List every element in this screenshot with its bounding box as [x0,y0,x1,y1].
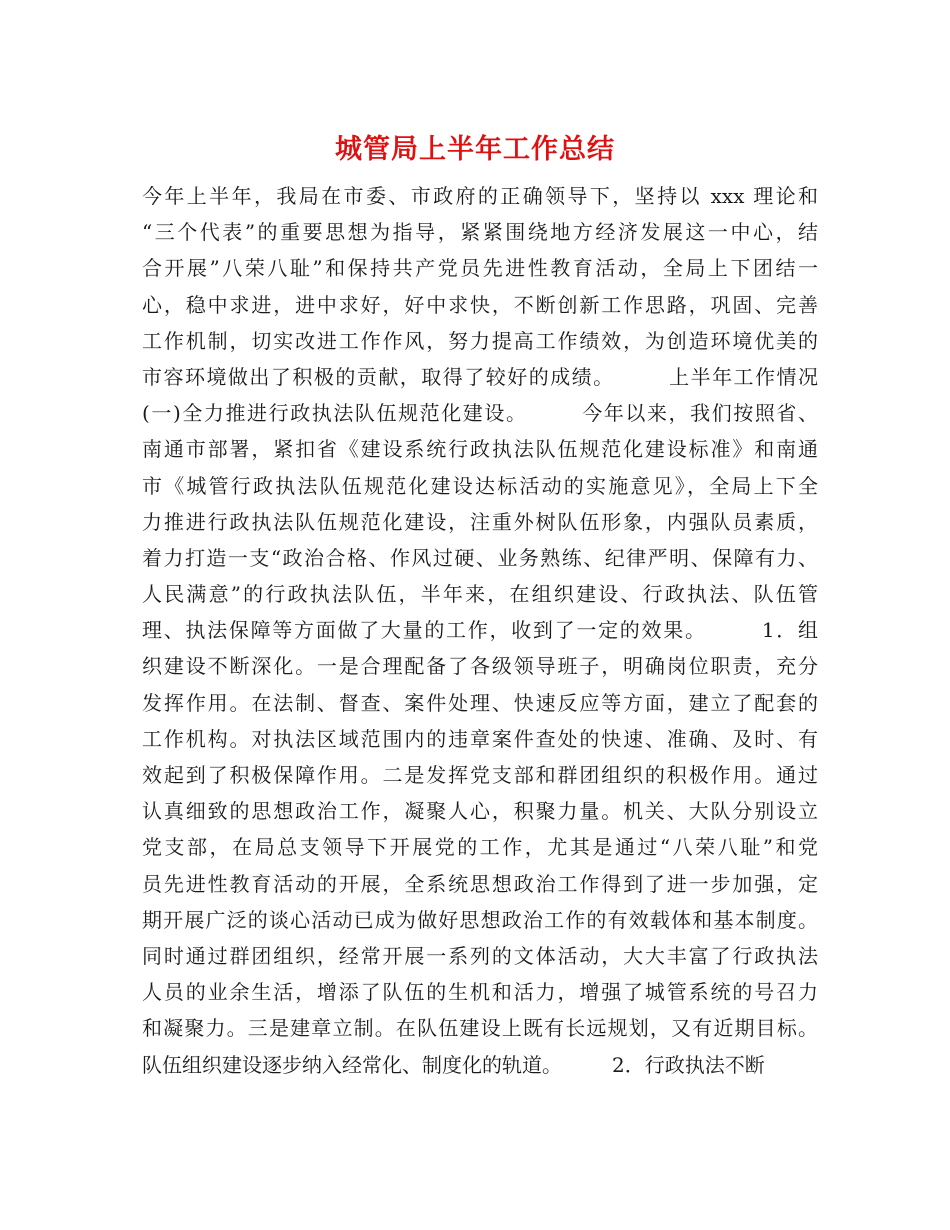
body-line: 市《城管行政执法队伍规范化建设达标活动的实施意见》，全局上下全 [142,473,818,498]
body-line: 理、执法保障等方面做了大量的工作，收到了一定的效果。 1．组 [142,618,818,643]
body-line: 人民满意”的行政执法队伍，半年来，在组织建设、行政执法、队伍管 [142,582,818,607]
body-line: 工作机制，切实改进工作作风，努力提高工作绩效，为创造环境优美的 [142,328,818,353]
body-line: 和凝聚力。三是建章立制。在队伍建设上既有长远规划，又有近期目标。 [142,1016,818,1041]
body-line: 员先进性教育活动的开展，全系统思想政治工作得到了进一步加强，定 [142,871,818,896]
body-line: 南通市部署，紧扣省《建设系统行政执法队伍规范化建设标准》和南通 [142,437,818,462]
body-line: 发挥作用。在法制、督查、案件处理、快速反应等方面，建立了配套的 [142,690,818,715]
document-body [142,178,818,1083]
body-line: 党支部，在局总支领导下开展党的工作，尤其是通过“八荣八耻”和党 [142,835,818,860]
document-title: 城管局上半年工作总结 [335,134,615,165]
body-line: 队伍组织建设逐步纳入经常化、制度化的轨道。 2．行政执法不断 [142,1052,765,1077]
body-line: 合开展”八荣八耻”和保持共产党员先进性教育活动，全局上下团结一 [142,256,818,281]
body-line: “三个代表”的重要思想为指导，紧紧围绕地方经济发展这一中心，结 [142,220,818,245]
body-line: 工作机构。对执法区域范围内的违章案件查处的快速、准确、及时、有 [142,726,818,751]
body-line: 着力打造一支“政治合格、作风过硬、业务熟练、纪律严明、保障有力、 [142,545,818,570]
body-line: 市容环境做出了积极的贡献，取得了较好的成绩。 上半年工作情况 [142,364,818,389]
body-line: 今年上半年，我局在市委、市政府的正确领导下，坚持以 xxx 理论和 [142,184,818,208]
body-line: 心，稳中求进，进中求好，好中求快，不断创新工作思路，巩固、完善 [142,292,818,317]
body-line: 效起到了积极保障作用。二是发挥党支部和群团组织的积极作用。通过 [142,763,818,787]
body-line: 期开展广泛的谈心活动已成为做好思想政治工作的有效载体和基本制度。 [142,907,818,932]
body-line: 认真细致的思想政治工作，凝聚人心，积聚力量。机关、大队分别设立 [142,799,818,824]
body-line: (一)全力推进行政执法队伍规范化建设。 今年以来，我们按照省、 [142,401,818,426]
body-line: 织建设不断深化。一是合理配备了各级领导班子，明确岗位职责，充分 [142,654,818,679]
body-line: 同时通过群团组织，经常开展一系列的文体活动，大大丰富了行政执法 [142,943,818,968]
body-line: 力推进行政执法队伍规范化建设，注重外树队伍形象，内强队员素质， [142,509,818,534]
body-line: 人员的业余生活，增添了队伍的生机和活力，增强了城管系统的号召力 [142,980,818,1005]
